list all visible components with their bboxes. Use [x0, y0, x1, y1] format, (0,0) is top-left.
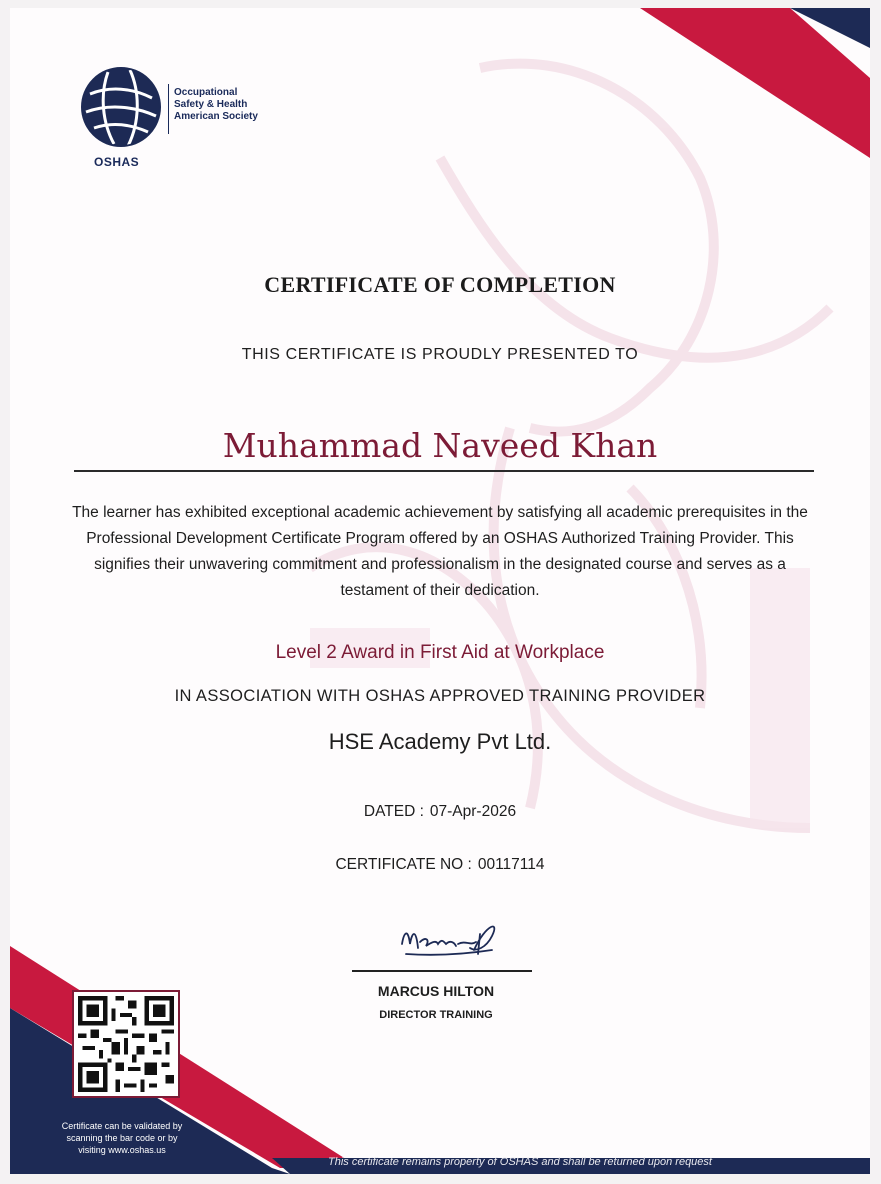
name-underline [74, 470, 814, 472]
signature-icon [396, 914, 500, 966]
provider-name: HSE Academy Pvt Ltd. [328, 729, 552, 754]
presented-line: THIS CERTIFICATE IS PROUDLY PRESENTED TO [241, 346, 639, 363]
association-line: IN ASSOCIATION WITH OSHAS APPROVED TRAINING PROVIDER [174, 687, 706, 705]
logo-divider [168, 84, 169, 134]
certificate-number-row [10, 856, 870, 874]
organization-logo [80, 66, 270, 176]
organization-name-line: American Society [174, 111, 258, 122]
organization-abbreviation: OSHAS [94, 155, 140, 169]
dated-row [10, 803, 870, 821]
globe-icon [80, 66, 162, 148]
dated-value: 07-Apr-2026 [429, 803, 517, 820]
course-name: Level 2 Award in First Aid at Workplace [275, 642, 605, 663]
certificate-number-label: CERTIFICATE NO : [335, 856, 472, 873]
signature-line [352, 970, 532, 972]
certificate-description: The learner has exhibited exceptional academic achievement by satisfying all academic prerequisites in the Professional Development Certificate Program offered by an OSHAS Authorized Training Provider. This signifies their unwavering commitment and professionalism in the designated course and serves as a testament of their dedication. [72, 504, 808, 599]
organization-full-name [174, 87, 258, 123]
signatory-name: MARCUS HILTON [377, 983, 495, 999]
qr-code[interactable] [72, 990, 180, 1098]
certificate-title: CERTIFICATE OF COMPLETION [264, 272, 616, 297]
organization-name-line: Safety & Health [174, 99, 248, 110]
certificate-sheet [10, 8, 870, 1174]
validation-note: Certificate can be validated by scanning the bar code or by visiting www.oshas.us [61, 1121, 183, 1155]
dated-label: DATED : [363, 803, 424, 820]
organization-name-line: Occupational [174, 87, 238, 98]
recipient-name: Muhammad Naveed Khan [222, 426, 658, 465]
signatory-title: DIRECTOR TRAINING [379, 1009, 493, 1021]
ownership-note: This certificate remains property of OSHAS and shall be returned upon request [328, 1156, 712, 1168]
certificate-number-value: 00117114 [477, 856, 545, 873]
qr-code-icon [74, 992, 178, 1096]
